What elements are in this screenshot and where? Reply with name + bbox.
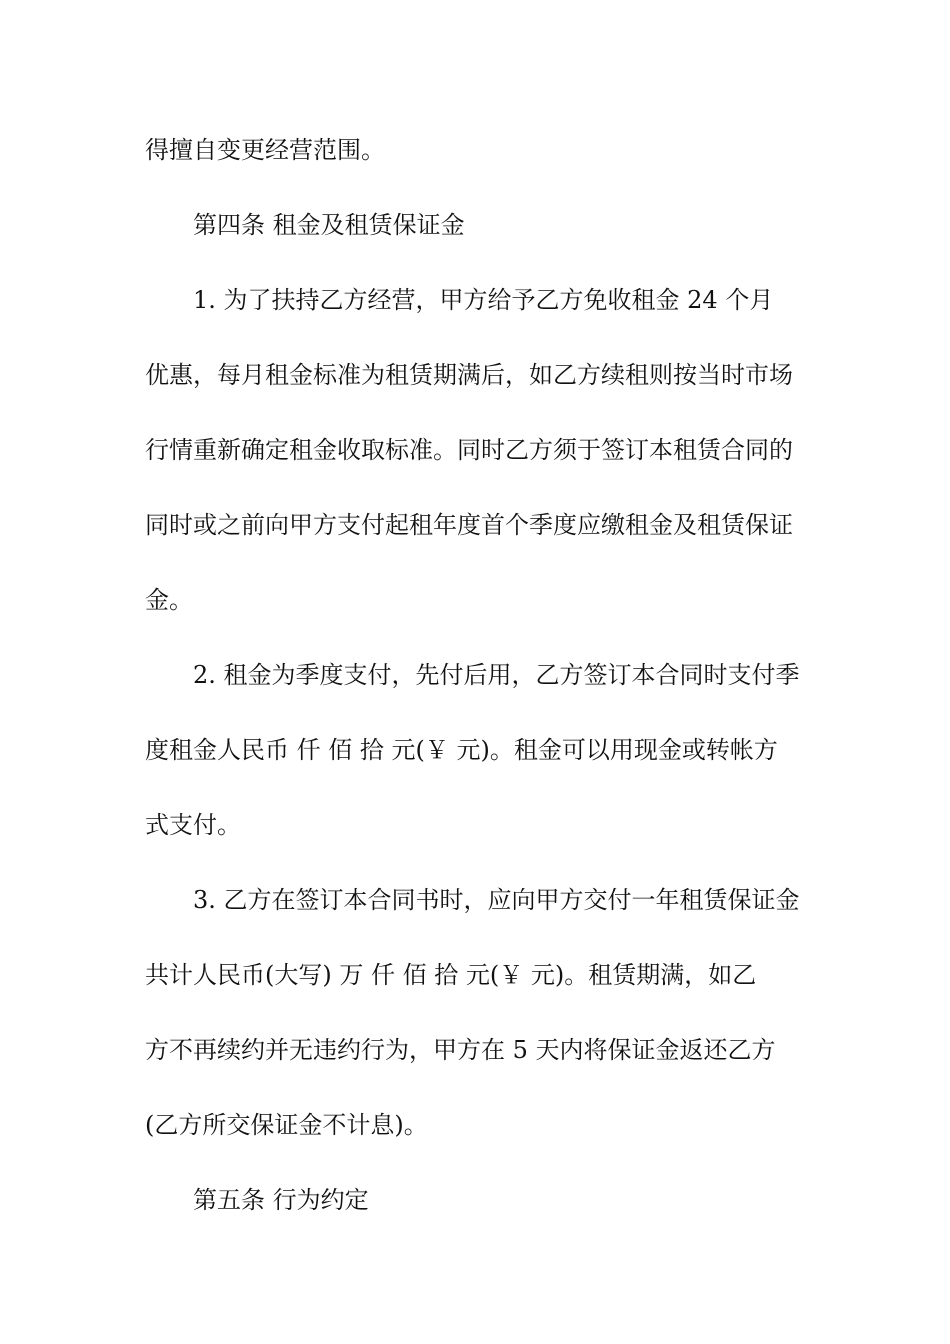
text-line: 式支付。: [145, 811, 241, 839]
section-heading-4: 第四条 租金及租赁保证金: [193, 211, 465, 239]
text-line: 共计人民币(大写) 万 仟 佰 拾 元(￥ 元)。租赁期满，如乙: [145, 961, 757, 989]
section-heading-5: 第五条 行为约定: [193, 1186, 369, 1214]
text-line: 2. 租金为季度支付，先付后用，乙方签订本合同时支付季: [193, 661, 800, 689]
text-line: 优惠，每月租金标准为租赁期满后，如乙方续租则按当时市场: [145, 361, 793, 389]
text-line: 金。: [145, 586, 193, 614]
text-line: 度租金人民币 仟 佰 拾 元(￥ 元)。租金可以用现金或转帐方: [145, 736, 778, 764]
text-line: 得擅自变更经营范围。: [145, 136, 385, 164]
text-line: 1. 为了扶持乙方经营，甲方给予乙方免收租金 24 个月: [193, 286, 774, 314]
text-line: 同时或之前向甲方支付起租年度首个季度应缴租金及租赁保证: [145, 511, 793, 539]
text-line: (乙方所交保证金不计息)。: [145, 1111, 428, 1139]
text-line: 方不再续约并无违约行为，甲方在 5 天内将保证金返还乙方: [145, 1036, 776, 1064]
text-line: 3. 乙方在签订本合同书时，应向甲方交付一年租赁保证金: [193, 886, 800, 914]
text-line: 行情重新确定租金收取标准。同时乙方须于签订本租赁合同的: [145, 436, 793, 464]
